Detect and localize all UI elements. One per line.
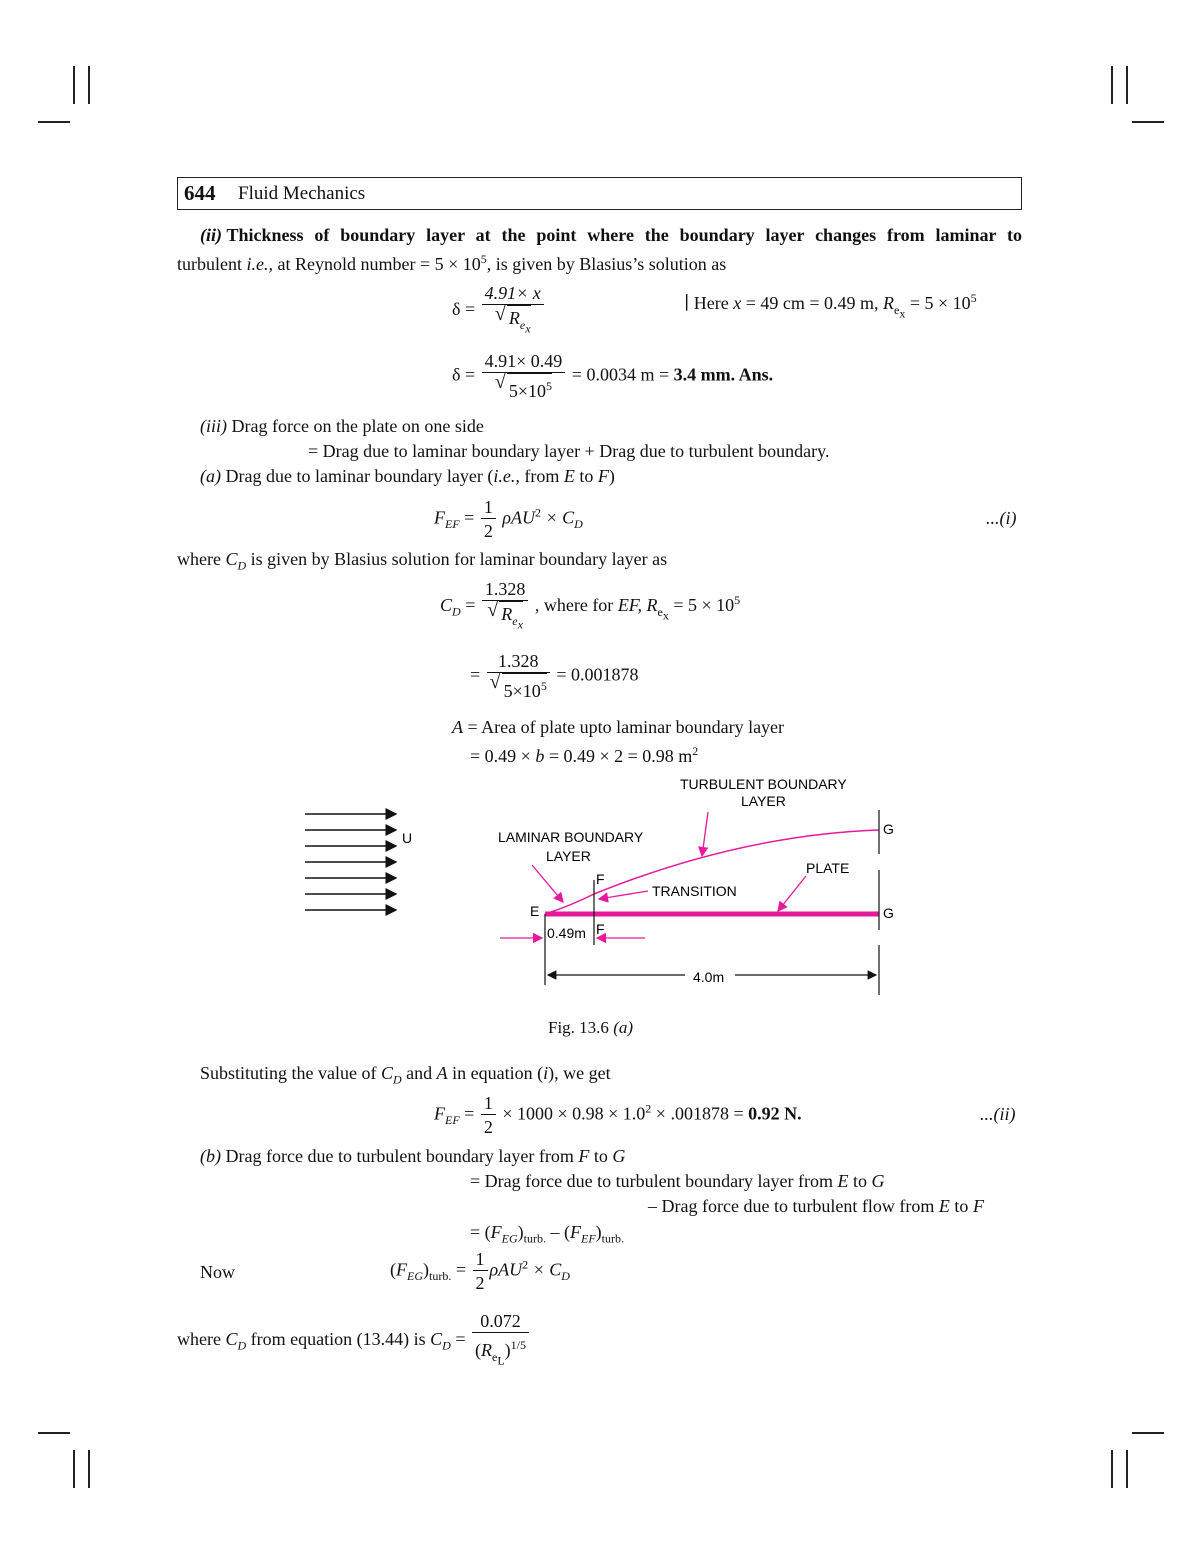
- g-top-label: G: [883, 821, 894, 837]
- para-iii: (iii) Drag force on the plate on one side: [200, 416, 484, 436]
- equation-delta-note: ∣ Here x = 49 cm = 0.49 m, $R_{e_x} = 5 \times 10^5$: [684, 291, 977, 320]
- now-label: Now: [200, 1262, 235, 1282]
- area-line2: = 0.49 × b = 0.49 × 2 = 0.98 $m^2$: [470, 744, 699, 766]
- transition-label: TRANSITION: [652, 883, 737, 899]
- laminar-label-2: LAYER: [546, 848, 591, 864]
- equation-fef-general: $F_{EF}$ = $\frac{1}{2}$ $\rho AU^2 \times C_D$: [434, 497, 583, 541]
- equation-cd-turbulent: where $C_D$ from equation (13.44) is $C_D$ = $\frac{0.072}{(R_{e_L})^{1/5}}$: [177, 1310, 531, 1372]
- e-label: E: [530, 903, 540, 919]
- book-title: Fluid Mechanics: [238, 183, 366, 204]
- f-bottom-label: F: [596, 921, 605, 937]
- transition-pointer: [599, 891, 648, 899]
- para-b: (b) Drag force due to turbulent boundary layer from F to G: [200, 1146, 626, 1166]
- para-ii-line1: (ii) Thickness of boundary layer at the point where the boundary layer changes from laminar to: [200, 225, 1022, 245]
- para-b-line3: – Drag force due to turbulent flow from E to F: [648, 1196, 984, 1216]
- dim-40-label: 4.0m: [693, 969, 725, 985]
- equation-delta-formula: δ = 4.91× x √ $R_{e_x}$: [452, 282, 546, 340]
- dim-049-label: 0.49m: [547, 925, 586, 941]
- equation-cd-result: = 1.328 √ $5\times 10^5$ = 0.001878: [470, 650, 638, 703]
- page-number: 644: [184, 181, 216, 205]
- laminar-boundary-curve: [545, 894, 594, 914]
- figure-caption: Fig. 13.6 (a): [548, 1018, 634, 1037]
- para-b-line4: = $(F_{EG})_{turb.} - (F_{EF})_{turb.}$: [470, 1222, 625, 1246]
- turbulent-label-1: TURBULENT BOUNDARY: [680, 776, 847, 792]
- equation-tag-i: ...(i): [986, 508, 1017, 528]
- flow-arrows: [305, 814, 396, 910]
- para-iii-line2: = Drag due to laminar boundary layer + Drag due to turbulent boundary.: [308, 441, 830, 461]
- laminar-pointer: [532, 865, 563, 902]
- equation-cd-formula: $C_D$ = 1.328 √ $R_{e_x}$ , where for EF, $R_{e_x} = 5 \times 10^5$: [440, 578, 740, 636]
- para-cd: where $C_D$ is given by Blasius solution for laminar boundary layer as: [177, 549, 668, 573]
- para-ii-line2: turbulent i.e., at Reynold number = $5 \times 10^5$, is given by Blasius’s solution as: [177, 252, 727, 274]
- para-a: (a) Drag due to laminar boundary layer (i.e., from E to F): [200, 466, 615, 486]
- equation-fef-result: $F_{EF}$ = $\frac{1}{2}$ × $1000 \times 0.98 \times 1.0^2 \times .001878 = 0.92$ N.: [434, 1093, 802, 1137]
- g-bottom-label: G: [883, 905, 894, 921]
- equation-tag-ii: ...(ii): [980, 1104, 1016, 1124]
- turbulent-pointer: [702, 812, 708, 856]
- turbulent-label-2: LAYER: [741, 793, 786, 809]
- plate-label: PLATE: [806, 860, 850, 876]
- equation-delta-result: δ = 4.91× 0.49 √ $5\times 10^5$ = 0.0034 m = 3.4 mm. Ans.: [452, 350, 773, 403]
- plate-pointer: [778, 876, 806, 911]
- f-top-label: F: [596, 871, 605, 887]
- area-line1: A = Area of plate upto laminar boundary layer: [452, 717, 785, 737]
- para-b-line2: = Drag force due to turbulent boundary layer from E to G: [470, 1171, 885, 1191]
- laminar-label-1: LAMINAR BOUNDARY: [498, 829, 644, 845]
- para-substitute: Substituting the value of $C_D$ and A in equation (i), we get: [200, 1063, 611, 1087]
- equation-feg: $(F_{EG})_{turb.}$ = $\frac{1}{2}$ $\rho AU^2 \times C_D$: [390, 1249, 570, 1293]
- u-label: U: [402, 830, 413, 846]
